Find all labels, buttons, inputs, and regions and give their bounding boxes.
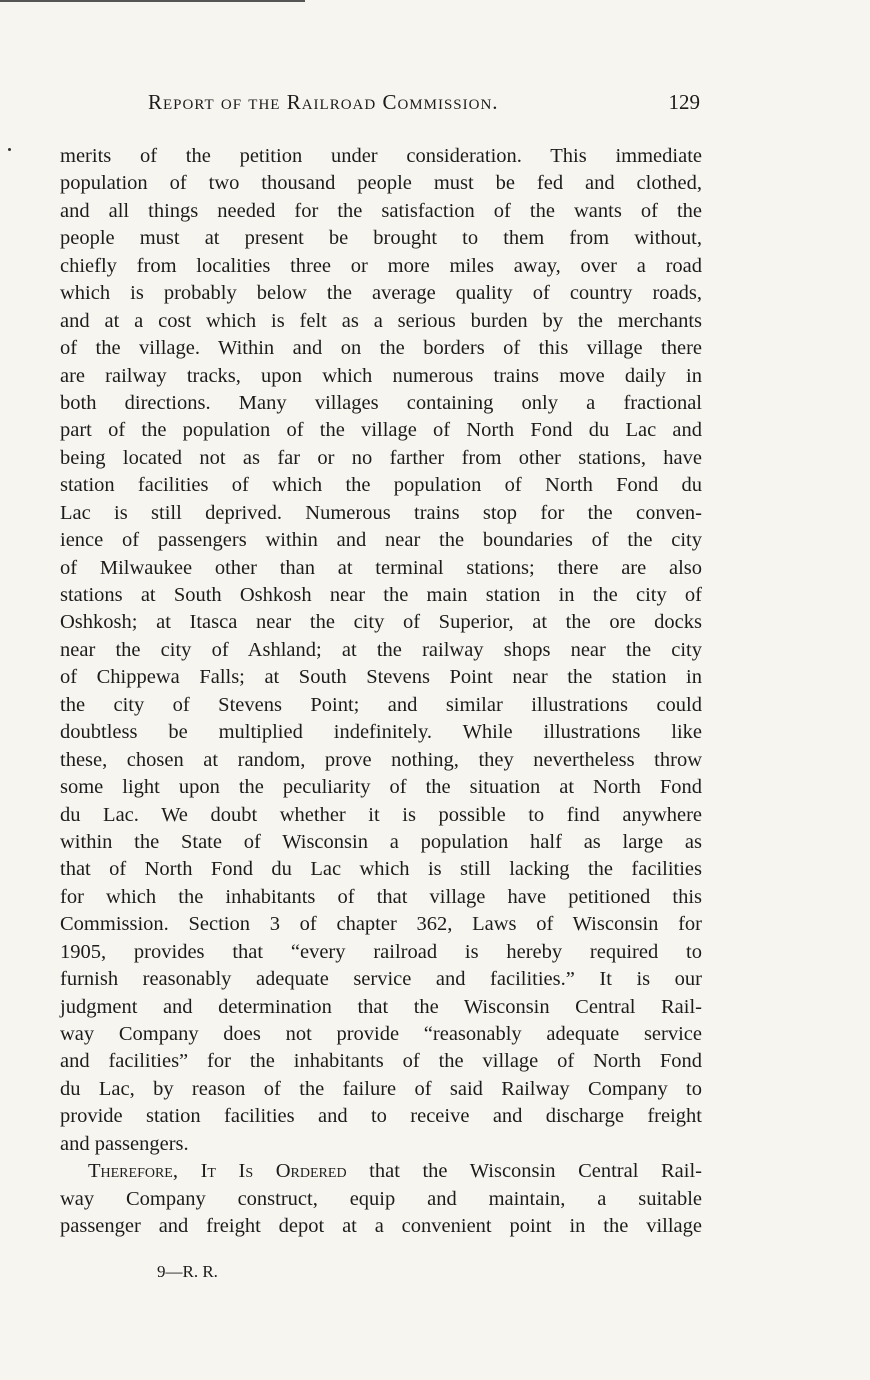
text-line: the city of Stevens Point; and similar illustrations could <box>60 693 702 716</box>
order-line-rest: that the Wisconsin Central Rail- <box>346 1160 702 1183</box>
margin-mark <box>8 148 11 151</box>
text-line: chiefly from localities three or more miles away, over a road <box>60 254 702 277</box>
text-line: judgment and determination that the Wisconsin Central Rail- <box>60 995 702 1018</box>
text-line: of Chippewa Falls; at South Stevens Point near the station in <box>60 666 702 689</box>
text-line: way Company does not provide “reasonably adequate service <box>60 1023 702 1045</box>
text-line: and facilities” for the inhabitants of the village of North Fond <box>60 1050 702 1073</box>
text-line: station facilities of which the population of North Fond du <box>60 474 702 497</box>
page-number: 129 <box>668 90 700 114</box>
text-line: near the city of Ashland; at the railway shops near the city <box>60 638 702 661</box>
order-lead: Therefore, It Is Ordered <box>88 1160 347 1183</box>
text-line: and at a cost which is felt as a serious burden by the merchants <box>60 309 702 332</box>
text-line: 1905, provides that “every railroad is hereby required to <box>60 940 702 963</box>
text-line: du Lac. We doubt whether it is possible to find anywhere <box>60 803 702 826</box>
text-line: within the State of Wisconsin a population half as large as <box>60 830 702 853</box>
text-line: for which the inhabitants of that village have petitioned this <box>60 885 702 908</box>
text-line: and all things needed for the satisfaction of the wants of the <box>60 199 702 222</box>
text-line: of Milwaukee other than at terminal stations; there are also <box>60 556 702 579</box>
running-header <box>60 90 700 120</box>
text-line: people must at present be brought to them from without, <box>60 227 702 250</box>
body-text <box>60 143 702 1241</box>
signature-mark: 9—R. R. <box>157 1262 218 1281</box>
text-line: furnish reasonably adequate service and facilities.” It is our <box>60 968 702 991</box>
text-line: stations at South Oshkosh near the main station in the city of <box>60 584 702 606</box>
text-line: merits of the petition under consideration. This immediate <box>60 145 702 167</box>
top-rule <box>0 0 305 2</box>
order-line <box>60 1158 702 1185</box>
text-line: are railway tracks, upon which numerous trains move daily in <box>60 364 702 387</box>
header-title: Report of the Railroad Commission. <box>148 90 499 114</box>
text-line: provide station facilities and to receive and discharge freight <box>60 1105 702 1128</box>
text-line: part of the population of the village of North Fond du Lac and <box>60 419 702 442</box>
text-line: that of North Fond du Lac which is still lacking the facilities <box>60 858 702 881</box>
text-line: Lac is still deprived. Numerous trains stop for the conven- <box>60 501 702 524</box>
text-line: population of two thousand people must be fed and clothed, <box>60 172 702 195</box>
text-line: these, chosen at random, prove nothing, they nevertheless throw <box>60 748 702 771</box>
text-line: both directions. Many villages containing only a fractional <box>60 391 702 414</box>
text-line: Commission. Section 3 of chapter 362, Laws of Wisconsin for <box>60 913 702 936</box>
text-line: du Lac, by reason of the failure of said Railway Company to <box>60 1077 702 1100</box>
text-line: which is probably below the average quality of country roads, <box>60 282 702 305</box>
text-line: some light upon the peculiarity of the situation at North Fond <box>60 776 702 799</box>
text-line: doubtless be multiplied indefinitely. While illustrations like <box>60 721 702 744</box>
text-line: of the village. Within and on the borders of this village there <box>60 337 702 360</box>
text-line: being located not as far or no farther from other stations, have <box>60 446 702 469</box>
text-line: and passengers. <box>60 1132 189 1155</box>
text-line: Oshkosh; at Itasca near the city of Superior, at the ore docks <box>60 611 702 634</box>
order-line: passenger and freight depot at a convenient point in the village <box>60 1215 702 1238</box>
text-line: ience of passengers within and near the boundaries of the city <box>60 529 702 552</box>
order-line: way Company construct, equip and maintain, a suitable <box>60 1187 702 1210</box>
